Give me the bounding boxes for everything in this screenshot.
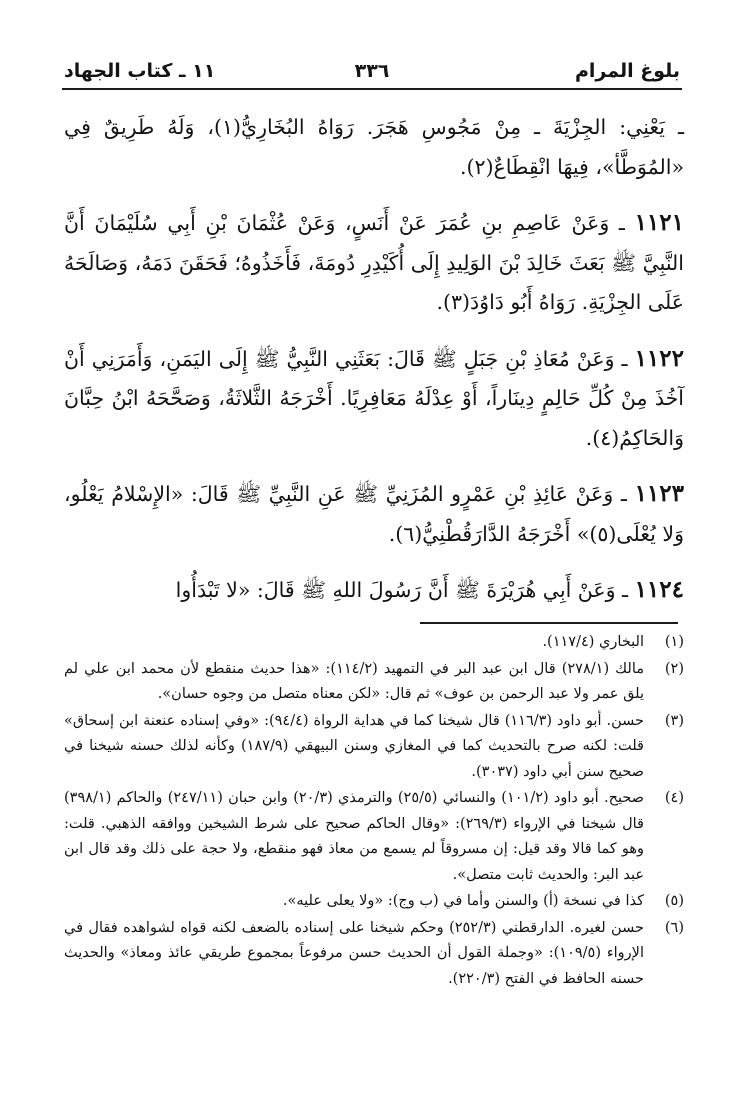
chapter-title: ١١ ـ كتاب الجهاد (64, 60, 216, 82)
hadith-1122 (64, 339, 684, 459)
footnote-text: صحيح. أبو داود (١٠١/٢) والنسائي (٢٥/٥) والترمذي (٢٠/٣) وابن حبان (٢٤٧/١١) والحاكم (٣٩٨/١) قال شيخنا في الإرواء (٢٦٩/٣): «وقال الحاكم صحيح على شرط الشيخين ووافقه الذهبي. قلت: وهو كما قالا وقد قيل: إن مسروقاً لم يسمع من معاذ فهو منقطع، ولا حجة على ذلك وقد قال ابن عبد البر: والحديث ثابت متصل». (64, 790, 644, 883)
footnote-text: حسن لغيره. الدارقطني (٢٥٢/٣) وحكم شيخنا على إسناده بالضعف لكنه قواه لشواهده فقال في الإرواء (١٠٩/٥): «وجملة القول أن الحديث حسن مرفوعاً بمجموع طريقي عائذ ومعاذ» والحديث حسنه الحافظ في الفتح (٢٢٠/٣). (64, 919, 644, 987)
hadith-text: ـ وَعَنْ أَبِي هُرَيْرَةَ ﷺ أَنَّ رَسُولَ اللهِ ﷺ قَالَ: «لا تَبْدَأُوا (175, 578, 629, 602)
hadith-number: ١١٢٢ (634, 344, 684, 372)
footnote-number: (٦) (664, 919, 684, 936)
hadith-continuation (64, 108, 684, 187)
footnote-text: كذا في نسخة (أ) والسنن وأما في (ب وج): «ولا يعلى عليه». (282, 893, 644, 909)
footnote-text: مالك (٢٧٨/١) قال ابن عبد البر في التمهيد (١١٤/٢): «هذا حديث منقطع لأن محمد ابن علي لم يلق عمر ولا عبد الرحمن بن عوف» ثم قال: «لكن معناه متصل من وجوه حسان». (64, 660, 645, 702)
footnote-text: البخاري (١١٧/٤). (542, 634, 644, 650)
footnote-text: حسن. أبو داود (١١٦/٣) قال شيخنا كما في هداية الرواة (٩٤/٤): «وفي إسناده عنعنة ابن إسحاق» قلت: لكنه صرح بالتحديث كما في المغازي وسنن البيهقي (١٨٧/٩) وكأنه لذلك حسنه شيخنا في صحيح سنن أبي داود (٣٠٣٧). (64, 712, 645, 780)
footnote (64, 709, 684, 786)
hadith-text: ـ وَعَنْ مُعَاذِ بْنِ جَبَلٍ ﷺ قَالَ: بَعَثَنِي النَّبِيُّ ﷺ إِلَى اليَمَنِ، وَأَمَرَنِي أَنْ آخُذَ مِنْ كُلِّ حَالِمٍ دِينَاراً، أَوْ عِدْلَهُ مَعَافِرِيًا. أَخْرَجَهُ الثَّلاثَةُ، وَصَحَّحَهُ ابْنُ حِبَّانَ وَالحَاكِمُ(٤). (64, 346, 684, 450)
footnote-number: (١) (664, 634, 684, 650)
hadith-text: ـ يَعْنِي: الجِزْيَةَ ـ مِنْ مَجُوسِ هَجَرَ. رَوَاهُ البُخَارِيُّ(١)، وَلَهُ طَرِيقٌ فِي «المُوَطَّأ»، فِيهَا انْقِطَاعٌ(٢). (64, 115, 684, 179)
footnote-number: (٥) (664, 893, 684, 909)
footnote (64, 916, 684, 993)
hadith-1121 (64, 203, 684, 323)
hadith-1124 (64, 570, 684, 611)
main-text (64, 108, 684, 627)
hadith-text: ـ وَعَنْ عَائِذِ بْنِ عَمْرٍو المُزَنِيِّ ﷺ عَنِ النَّبِيِّ ﷺ قَالَ: «الإِسْلامُ يَعْلُو، وَلا يُعْلَى(٥)» أَخْرَجَهُ الدَّارَقُطْنِيُّ(٦). (64, 482, 684, 546)
hadith-number: ١١٢٣ (634, 480, 684, 507)
hadith-number: ١١٢٤ (634, 576, 684, 603)
hadith-text: ـ وَعَنْ عَاصِمِ بنِ عُمَرَ عَنْ أَنَسٍ، وَعَنْ عُثْمَانَ بْنِ أَبِي سُلَيْمَانَ أَنَّ النَّبِيَّ ﷺ بَعَثَ خَالِدَ بْنَ الوَلِيدِ إِلَى أُكَيْدِرِ دُومَةَ، فَأَخَذُوهُ؛ فَحَقَنَ دَمَهُ، وَصَالَحَهُ عَلَى الجِزْيَةِ. رَوَاهُ أَبُو دَاوُدَ(٣). (64, 211, 684, 314)
footnote (64, 657, 684, 708)
hadith-number: ١١٢١ (634, 209, 684, 236)
page-number: ٣٣٦ (354, 60, 390, 82)
footnote (64, 630, 684, 656)
footnote-divider (420, 622, 678, 624)
running-header (62, 56, 682, 90)
book-title: بلوغ المرام (574, 60, 680, 82)
hadith-1123 (64, 474, 684, 554)
footnote (64, 786, 684, 888)
footnotes (64, 630, 684, 993)
footnote-number: (٣) (664, 712, 684, 729)
footnote-number: (٤) (664, 790, 684, 806)
footnote-number: (٢) (664, 660, 684, 677)
footnote (64, 889, 684, 915)
